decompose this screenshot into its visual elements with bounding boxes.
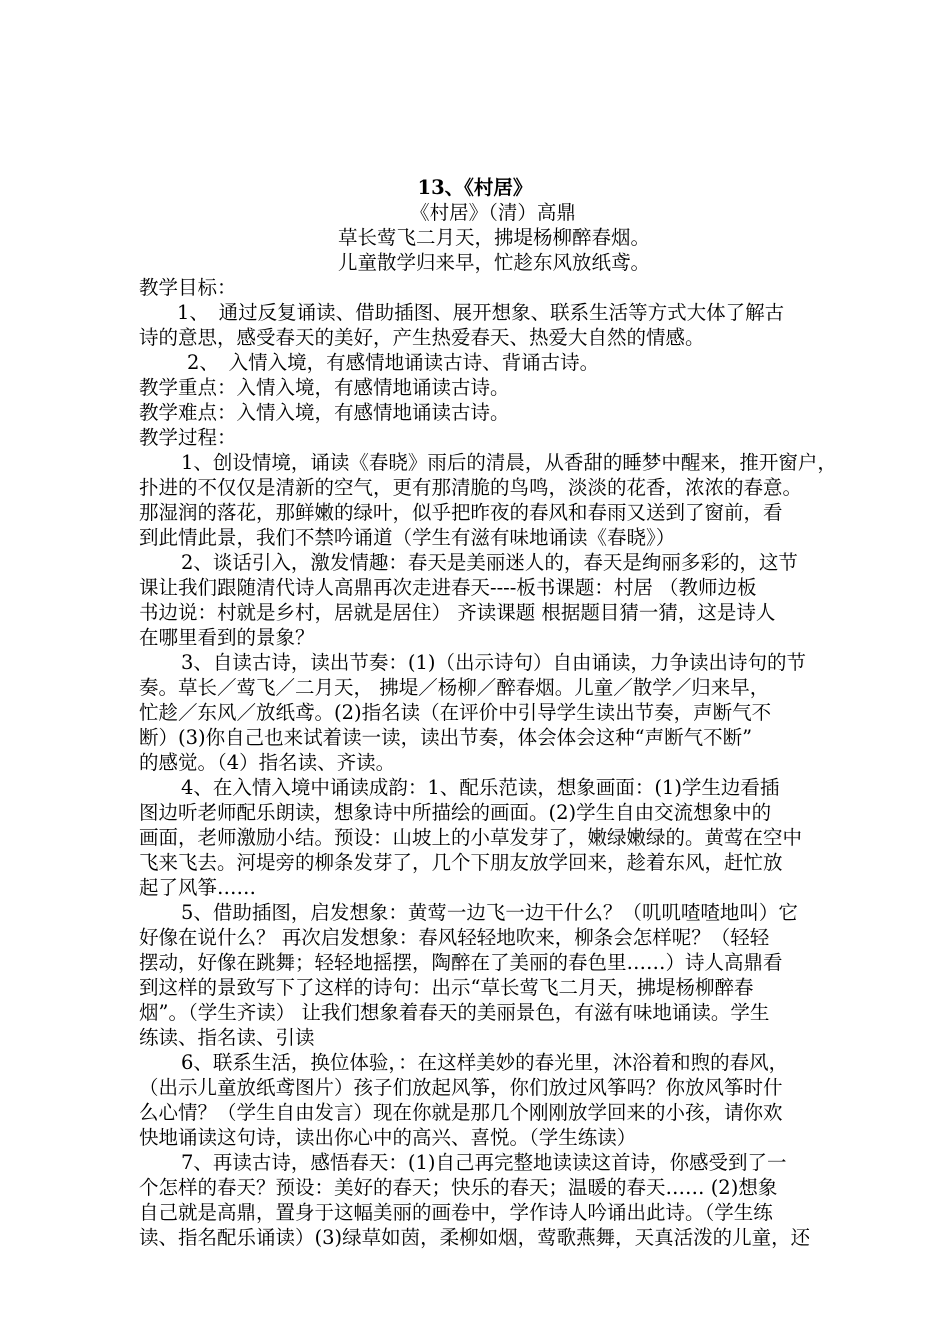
paragraph-line: 忙趁／东风／放纸鸢。(2)指名读（在评价中引导学生读出节奏，声断气不 [139, 701, 772, 724]
poem-line-2: 儿童散学归来早，忙趁东风放纸鸢。 [338, 251, 651, 274]
paragraph-line: 好像在说什么？ 再次启发想象：春风轻轻地吹来，柳条会怎样呢？（轻轻 [139, 926, 770, 949]
section-heading-objectives: 教学目标： [139, 276, 237, 299]
paragraph-line: 烟”。（学生齐读） 让我们想象着春天的美丽景色，有滋有味地诵读。学生 [139, 1001, 770, 1024]
paragraph-line: 那湿润的落花，那鲜嫩的绿叶，似乎把昨夜的春风和春雨又送到了窗前，看 [139, 501, 783, 524]
paragraph-line: 自己就是高鼎，置身于这幅美丽的画卷中，学作诗人吟诵出此诗。（学生练 [139, 1201, 773, 1224]
paragraph-line: 5、借助插图，启发想象：黄莺一边飞一边干什么？（叽叽喳喳地叫）它 [181, 901, 798, 924]
paragraph-line: 4、在入情入境中诵读成韵：1、配乐范读，想象画面：(1)学生边看插 [181, 776, 780, 799]
paragraph-line: 课让我们跟随清代诗人高鼎再次走进春天----板书课题：村居 （教师边板 [139, 576, 757, 599]
paragraph-line: 么心情？（学生自由发言）现在你就是那几个刚刚放学回来的小孩，请你欢 [139, 1101, 783, 1124]
lesson-title: 13、《村居》 [417, 176, 533, 199]
paragraph-line: 在哪里看到的景象？ [139, 626, 315, 649]
paragraph-line: 快地诵读这句诗，读出你心中的高兴、喜悦。（学生练读） [139, 1126, 637, 1149]
paragraph-line: 个怎样的春天？预设：美好的春天；快乐的春天；温暖的春天…… (2)想象 [139, 1176, 778, 1199]
paragraph-line: 到此情此景，我们不禁吟诵道（学生有滋有味地诵读《春晓》） [139, 526, 676, 549]
key-point-line: 教学重点：入情入境，有感情地诵读古诗。 [139, 376, 510, 399]
paragraph-line: 7、再读古诗，感悟春天：(1)自己再完整地读读这首诗，你感受到了一 [181, 1151, 787, 1174]
paragraph-line: 2、谈话引入，激发情趣：春天是美丽迷人的，春天是绚丽多彩的，这节 [181, 551, 798, 574]
paragraph-line: 扑进的不仅仅是清新的空气，更有那清脆的鸟鸣，淡淡的花香，浓浓的春意。 [139, 476, 803, 499]
paragraph-line: 摆动，好像在跳舞；轻轻地摇摆，陶醉在了美丽的春色里……）诗人高鼎看 [139, 951, 783, 974]
paragraph-line: 练读、指名读、引读 [139, 1026, 315, 1049]
objective-1-line: 诗的意思，感受春天的美好，产生热爱春天、热爱大自然的情感。 [139, 326, 705, 349]
objective-2-line: 2、 入情入境，有感情地诵读古诗、背诵古诗。 [187, 351, 600, 374]
paragraph-line: 1、创设情境，诵读《春晓》雨后的清晨，从香甜的睡梦中醒来，推开窗户， [181, 451, 837, 474]
paragraph-line: 读、指名配乐诵读）(3)绿草如茵，柔柳如烟，莺歌燕舞，天真活泼的儿童，还 [139, 1226, 811, 1249]
paragraph-line: 飞来飞去。河堤旁的柳条发芽了，几个下朋友放学回来，趁着东风，赶忙放 [139, 851, 783, 874]
paragraph-line: 3、自读古诗，读出节奏：(1)（出示诗句）自由诵读，力争读出诗句的节 [181, 651, 807, 674]
paragraph-line: 画面，老师激励小结。预设：山坡上的小草发芽了，嫩绿嫩绿的。黄莺在空中 [139, 826, 803, 849]
difficulty-line: 教学难点：入情入境，有感情地诵读古诗。 [139, 401, 510, 424]
paragraph-line: 奏。草长／莺飞／二月天， 拂堤／杨柳／醉春烟。儿童／散学／归来早， [139, 676, 770, 699]
section-heading-process: 教学过程： [139, 426, 237, 449]
paragraph-line: 的感觉。（4）指名读、齐读。 [139, 751, 396, 774]
poem-line-1: 草长莺飞二月天，拂堤杨柳醉春烟。 [338, 226, 651, 249]
objective-1-line: 1、 通过反复诵读、借助插图、展开想象、联系生活等方式大体了解古 [177, 301, 785, 324]
paragraph-line: 6、联系生活，换位体验，：在这样美妙的春光里，沐浴着和煦的春风， [181, 1051, 789, 1074]
paragraph-line: 到这样的景致写下了这样的诗句：出示“草长莺飞二月天，拂堤杨柳醉春 [139, 976, 754, 999]
paragraph-line: 断）(3)你自己也来试着读一读，读出节奏，体会体会这种“声断气不断” [139, 726, 753, 749]
paragraph-line: 图边听老师配乐朗读，想象诗中所描绘的画面。(2)学生自由交流想象中的 [139, 801, 772, 824]
poem-attribution: 《村居》（清）高鼎 [410, 201, 576, 224]
paragraph-line: 起了风筝…… [139, 876, 257, 899]
paragraph-line: （出示儿童放纸鸢图片）孩子们放起风筝，你们放过风筝吗？你放风筝时什 [139, 1076, 783, 1099]
paragraph-line: 书边说：村就是乡村，居就是居住） 齐读课题 根据题目猜一猜，这是诗人 [139, 601, 776, 624]
